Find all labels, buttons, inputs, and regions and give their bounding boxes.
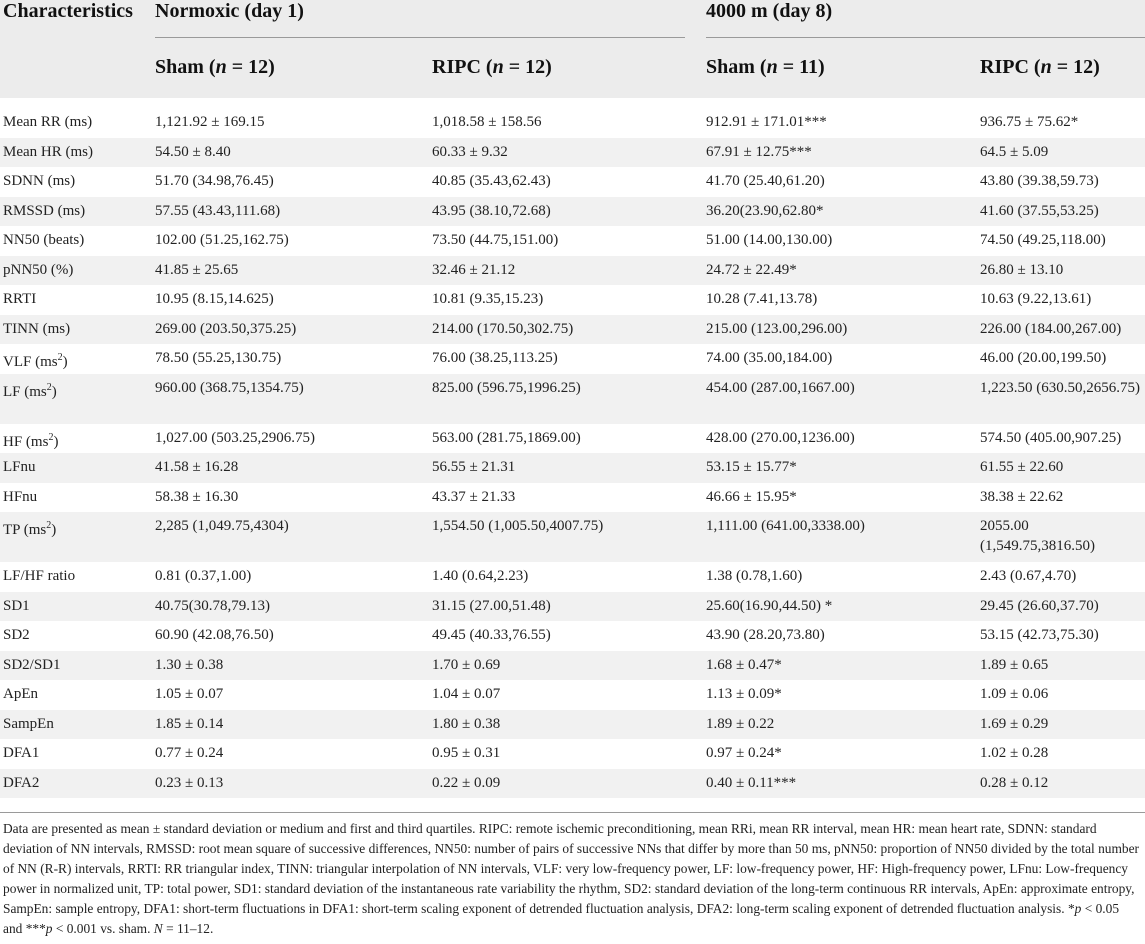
table-cell: 1.40 (0.64,2.23)	[432, 568, 529, 584]
table-row	[0, 651, 1145, 681]
table-cell: 0.22 ± 0.09	[432, 774, 501, 791]
table-cell: 60.33 ± 9.32	[432, 143, 508, 160]
table-cell: 102.00 (51.25,162.75)	[155, 232, 289, 248]
table-cell: 53.15 (42.73,75.30)	[980, 627, 1099, 643]
table-row	[0, 483, 1145, 513]
table-cell: 825.00 (596.75,1996.25)	[432, 379, 581, 396]
table-cell: 1.13 ± 0.09*	[706, 686, 782, 702]
table-cell: 36.20(23.90,62.80*	[706, 202, 824, 219]
table-cell: 53.15 ± 15.77*	[706, 459, 797, 475]
table-cell: 74.00 (35.00,184.00)	[706, 350, 833, 366]
row-label: SD2	[3, 627, 30, 643]
row-label: DFA2	[3, 774, 40, 791]
table-cell: 40.75(30.78,79.13)	[155, 597, 270, 614]
table-cell: 1.02 ± 0.28	[980, 745, 1049, 761]
table-cell: 41.85 ± 25.65	[155, 261, 239, 278]
table-cell: 74.50 (49.25,118.00)	[980, 232, 1106, 248]
table-cell: 563.00 (281.75,1869.00)	[432, 429, 581, 446]
table-cell: 29.45 (26.60,37.70)	[980, 597, 1099, 614]
table-cell: 24.72 ± 22.49*	[706, 261, 797, 278]
table-row	[0, 739, 1145, 769]
table-row	[0, 621, 1145, 651]
table-bottom-rule	[0, 812, 1145, 813]
table-row	[0, 344, 1145, 374]
table-row	[0, 138, 1145, 168]
table-cell: 41.58 ± 16.28	[155, 459, 239, 475]
normoxic-group-header: Normoxic (day 1)	[155, 0, 304, 22]
table-cell: 64.5 ± 5.09	[980, 143, 1049, 160]
table-cell: 1,554.50 (1,005.50,4007.75)	[432, 518, 604, 534]
table-row	[0, 512, 1145, 562]
normoxic-group-rule	[155, 37, 685, 38]
table-cell: 32.46 ± 21.12	[432, 261, 516, 278]
table-row	[0, 592, 1145, 622]
table-cell: 60.90 (42.08,76.50)	[155, 627, 274, 643]
table-cell: 2055.00 (1,549.75,3816.50)	[980, 518, 1095, 554]
table-row	[0, 256, 1145, 286]
table-row	[0, 710, 1145, 740]
table-footnote: Data are presented as mean ± standard deviation or medium and first and third quartiles. RIPC: remote ischemic preconditioning, mean RRi, mean RR interval, mean HR: mean heart rate, SDNN: standard deviation of NN intervals, RMSSD: root mean square of successive differences, NN50: number of pairs of successive NNs that differ by more than 50 ms, pNN50: proportion of NN50 divided by the total number of NN (R-R) intervals, RRTI: RR triangular index, TINN: triangular interpolation of NN intervals, VLF: very low-frequency power, LF: low-frequency power, HF: High-frequency power, LFnu: Low-frequency power in normalized unit, TP: total power, SD1: standard deviation of the instantaneous rate variability the rhythm, SD2: standard deviation of the long-term continuous RR intervals, ApEn: approximate entropy, SampEn: sample entropy, DFA1: short-term fluctuations in DFA1: short-term scaling exponent of detrended fluctuation analysis, DFA2: long-term scaling exponent of detrended fluctuation analysis. *p < 0.05 and ***p < 0.001 vs. sham. N = 11–12.	[3, 821, 1139, 936]
table-header	[0, 0, 1145, 98]
table-cell: 25.60(16.90,44.50) *	[706, 597, 833, 614]
table-row	[0, 108, 1145, 138]
table-cell: 57.55 (43.43,111.68)	[155, 202, 281, 219]
table-cell: 31.15 (27.00,51.48)	[432, 597, 551, 614]
table-cell: 76.00 (38.25,113.25)	[432, 350, 558, 366]
table-cell: 1.89 ± 0.22	[706, 715, 775, 732]
table-cell: 78.50 (55.25,130.75)	[155, 350, 282, 366]
table-cell: 43.37 ± 21.33	[432, 488, 516, 505]
table-cell: 40.85 (35.43,62.43)	[432, 173, 551, 189]
table-cell: 43.95 (38.10,72.68)	[432, 202, 551, 219]
row-label: SDNN (ms)	[3, 173, 76, 189]
table-cell: 1.85 ± 0.14	[155, 715, 224, 732]
table-cell: 1,223.50 (630.50,2656.75)	[980, 379, 1140, 396]
row-label: LF $(ms^2)$	[3, 381, 57, 400]
table-cell: 46.00 (20.00,199.50)	[980, 350, 1107, 366]
table-cell: 0.95 ± 0.31	[432, 745, 501, 761]
table-cell: 0.28 ± 0.12	[980, 774, 1049, 791]
table-cell: 936.75 ± 75.62*	[980, 114, 1079, 130]
subcol-header-altitude-ripc: RIPC (n = 12)	[980, 56, 1100, 78]
table-cell: 10.81 (9.35,15.23)	[432, 291, 544, 307]
table-cell: 1,027.00 (503.25,2906.75)	[155, 429, 315, 446]
table-row	[0, 424, 1145, 454]
table-cell: 574.50 (405.00,907.25)	[980, 429, 1122, 446]
row-label: TINN (ms)	[3, 320, 71, 337]
subcol-header-altitude-sham: Sham (n = 11)	[706, 56, 825, 78]
table-cell: 215.00 (123.00,296.00)	[706, 320, 848, 337]
table-cell: 1.89 ± 0.65	[980, 656, 1049, 673]
row-label: SD2/SD1	[3, 656, 61, 673]
row-label: RMSSD (ms)	[3, 202, 86, 219]
table-cell: 960.00 (368.75,1354.75)	[155, 379, 304, 396]
table-cell: 2.43 (0.67,4.70)	[980, 568, 1077, 584]
table-row	[0, 769, 1145, 799]
table-row	[0, 285, 1145, 315]
table-body	[0, 108, 1145, 798]
table-row	[0, 197, 1145, 227]
row-label: HF $(ms^2)$	[3, 431, 59, 450]
table-cell: 46.66 ± 15.95*	[706, 488, 797, 505]
row-label: LF/HF ratio	[3, 568, 76, 584]
table-cell: 43.80 (39.38,59.73)	[980, 173, 1099, 189]
table-cell: 1.30 ± 0.38	[155, 656, 224, 673]
row-label: VLF $(ms^2)$	[3, 352, 68, 370]
table-cell: 10.95 (8.15,14.625)	[155, 291, 274, 307]
table-cell: 43.90 (28.20,73.80)	[706, 627, 825, 643]
row-label: NN50 (beats)	[3, 232, 85, 248]
table-row	[0, 374, 1145, 424]
table-cell: 10.28 (7.41,13.78)	[706, 291, 818, 307]
table-cell: 67.91 ± 12.75***	[706, 143, 812, 160]
table-cell: 1,018.58 ± 158.56	[432, 114, 542, 130]
row-label: DFA1	[3, 745, 40, 761]
altitude-group-rule	[706, 37, 1145, 38]
table-cell: 61.55 ± 22.60	[980, 459, 1064, 475]
subcol-header-normoxic-ripc: RIPC (n = 12)	[432, 56, 552, 78]
table-cell: 73.50 (44.75,151.00)	[432, 232, 559, 248]
table-cell: 1,111.00 (641.00,3338.00)	[706, 518, 865, 534]
table-cell: 1.68 ± 0.47*	[706, 656, 782, 673]
table-cell: 41.70 (25.40,61.20)	[706, 173, 825, 189]
table-row	[0, 167, 1145, 197]
table-row	[0, 562, 1145, 592]
table-cell: 0.81 (0.37,1.00)	[155, 568, 252, 584]
row-label: RRTI	[3, 291, 37, 307]
table-cell: 0.97 ± 0.24*	[706, 745, 782, 761]
table-cell: 0.77 ± 0.24	[155, 745, 224, 761]
row-label: SampEn	[3, 715, 54, 732]
table-cell: 26.80 ± 13.10	[980, 261, 1064, 278]
table-cell: 58.38 ± 16.30	[155, 488, 239, 505]
table-cell: 1.05 ± 0.07	[155, 686, 224, 702]
row-label: Mean RR (ms)	[3, 114, 93, 130]
table-cell: 226.00 (184.00,267.00)	[980, 320, 1122, 337]
table-cell: 1.09 ± 0.06	[980, 686, 1049, 702]
table-cell: 454.00 (287.00,1667.00)	[706, 379, 855, 396]
table-cell: 38.38 ± 22.62	[980, 488, 1064, 505]
row-label: Mean HR (ms)	[3, 143, 93, 160]
altitude-group-header: 4000 m (day 8)	[706, 0, 833, 22]
table-cell: 10.63 (9.22,13.61)	[980, 291, 1092, 307]
table-cell: 56.55 ± 21.31	[432, 459, 516, 475]
table-row	[0, 680, 1145, 710]
row-label: HFnu	[3, 488, 38, 505]
table-cell: 54.50 ± 8.40	[155, 143, 231, 160]
table-row	[0, 453, 1145, 483]
subcol-header-normoxic-sham: Sham (n = 12)	[155, 56, 275, 78]
table-cell: 428.00 (270.00,1236.00)	[706, 429, 855, 446]
table-cell: 1.38 (0.78,1.60)	[706, 568, 803, 584]
table-cell: 0.40 ± 0.11***	[706, 774, 797, 791]
row-label: SD1	[3, 597, 30, 614]
table-cell: 1,121.92 ± 169.15	[155, 114, 265, 130]
table-cell: 41.60 (37.55,53.25)	[980, 202, 1099, 219]
row-label: pNN50 (%)	[3, 261, 74, 278]
table-cell: 1.69 ± 0.29	[980, 715, 1049, 732]
table-cell: 0.23 ± 0.13	[155, 774, 224, 791]
table-cell: 912.91 ± 171.01***	[706, 114, 827, 130]
table-row	[0, 315, 1145, 345]
table-cell: 1.80 ± 0.38	[432, 715, 501, 732]
row-label: TP $(ms^2)$	[3, 520, 57, 538]
table-cell: 1.70 ± 0.69	[432, 656, 501, 673]
row-label: ApEn	[3, 686, 38, 702]
table-cell: 2,285 (1,049.75,4304)	[155, 518, 289, 534]
table-cell: 51.00 (14.00,130.00)	[706, 232, 833, 248]
table-row	[0, 226, 1145, 256]
row-label: LFnu	[3, 459, 36, 475]
table-cell: 51.70 (34.98,76.45)	[155, 173, 274, 189]
table-cell: 214.00 (170.50,302.75)	[432, 320, 574, 337]
table-cell: 49.45 (40.33,76.55)	[432, 627, 551, 643]
table-cell: 1.04 ± 0.07	[432, 686, 501, 702]
table-cell: 269.00 (203.50,375.25)	[155, 320, 297, 337]
characteristics-header: Characteristics	[3, 0, 133, 22]
